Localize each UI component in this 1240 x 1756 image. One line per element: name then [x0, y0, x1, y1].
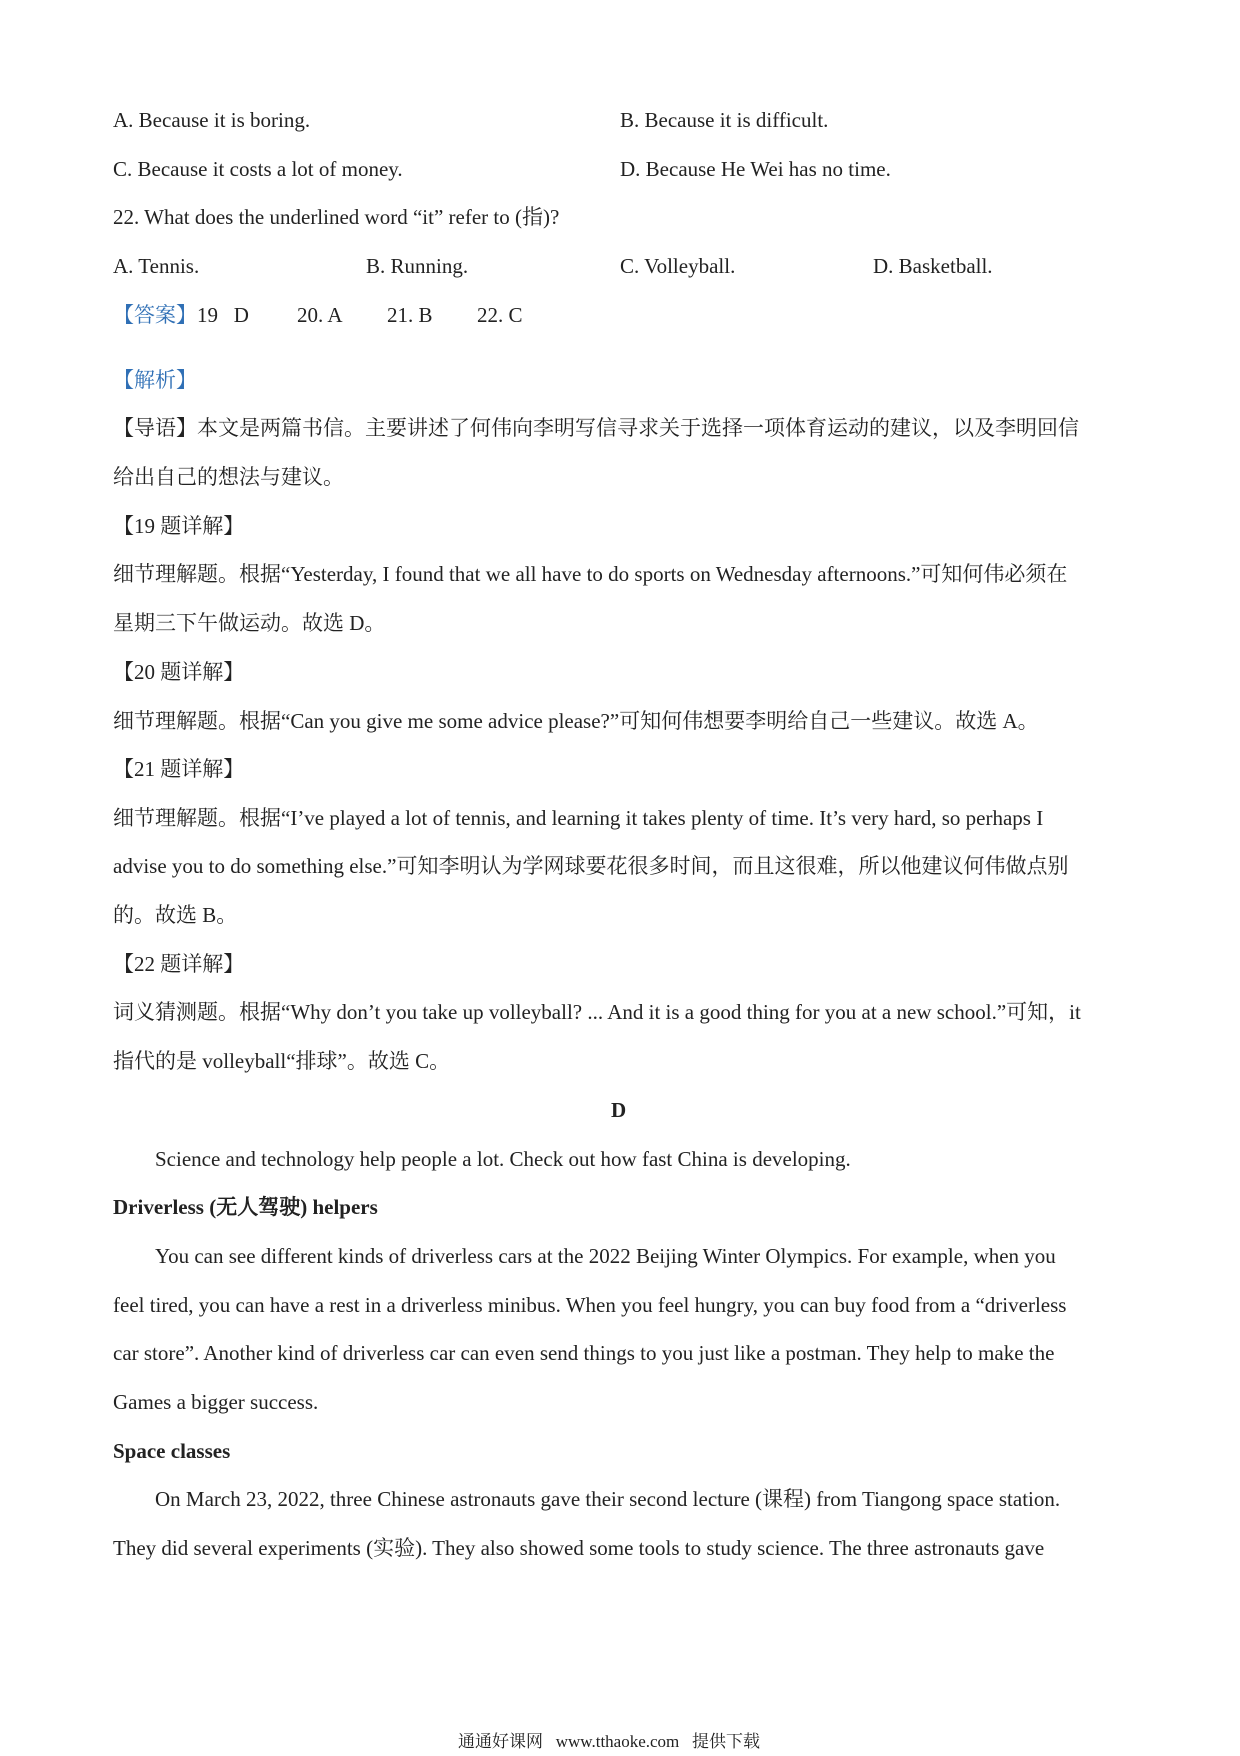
footer-text: 通通好课网 www.tthaoke.com 提供下载 [458, 1732, 761, 1751]
q22-option-c: C. Volleyball. [620, 254, 736, 278]
answer-22: 22. C [477, 303, 523, 327]
heading-20: 【20 题详解】 [113, 660, 245, 684]
q21-option-c: C. Because it costs a lot of money. [113, 157, 403, 181]
q21-option-b: B. Because it is difficult. [620, 108, 829, 132]
q21-option-a: A. Because it is boring. [113, 108, 311, 132]
driverless-line-1: You can see different kinds of driverless cars at the 2022 Beijing Winter Olympics. For example, when you [155, 1244, 1056, 1268]
answer-20: 20. A [297, 303, 343, 327]
passage-d-intro: Science and technology help people a lot. Check out how fast China is developing. [155, 1147, 851, 1171]
detail-19-line-2: 星期三下午做运动。故选 D。 [113, 611, 386, 635]
heading-19: 【19 题详解】 [113, 514, 245, 538]
heading-22: 【22 题详解】 [113, 952, 245, 976]
q21-option-d: D. Because He Wei has no time. [620, 157, 891, 181]
section-heading-driverless: Driverless (无人驾驶) helpers [113, 1195, 378, 1219]
q22-option-a: A. Tennis. [113, 254, 200, 278]
driverless-line-4: Games a bigger success. [113, 1390, 319, 1414]
answer-19: 19 D [197, 303, 249, 327]
detail-19-line-1: 细节理解题。根据“Yesterday, I found that we all have to do sports on Wednesday afternoons.”可知何伟必须在 [113, 562, 1068, 586]
passage-d-title: D [611, 1098, 627, 1122]
section-heading-space: Space classes [113, 1439, 231, 1463]
heading-21: 【21 题详解】 [113, 757, 245, 781]
detail-22-line-1: 词义猜测题。根据“Why don’t you take up volleyball? ... And it is a good thing for you at a new school.”可知，it [113, 1000, 1081, 1024]
detail-20-line-1: 细节理解题。根据“Can you give me some advice please?”可知何伟想要李明给自己一些建议。故选 A。 [113, 709, 1039, 733]
detail-21-line-1: 细节理解题。根据“I’ve played a lot of tennis, and learning it takes plenty of time. It’s very hard, so perhaps I [113, 806, 1044, 830]
space-line-1: On March 23, 2022, three Chinese astronauts gave their second lecture (课程) from Tiangong space station. [155, 1487, 1061, 1511]
q22-question: 22. What does the underlined word “it” refer to (指)? [113, 205, 560, 229]
detail-22-line-2: 指代的是 volleyball“排球”。故选 C。 [113, 1049, 451, 1073]
driverless-line-3: car store”. Another kind of driverless car can even send things to you just like a postman. They help to make the [113, 1341, 1055, 1365]
answer-21: 21. B [387, 303, 433, 327]
answer-label: 【答案】 [113, 303, 197, 327]
driverless-line-2: feel tired, you can have a rest in a driverless minibus. When you feel hungry, you can buy food from a “driverless [113, 1293, 1067, 1317]
intro-line-2: 给出自己的想法与建议。 [113, 465, 344, 489]
analysis-label: 【解析】 [113, 368, 197, 392]
intro-line-1: 【导语】本文是两篇书信。主要讲述了何伟向李明写信寻求关于选择一项体育运动的建议，以及李明回信 [113, 416, 1079, 440]
q22-option-d: D. Basketball. [873, 254, 993, 278]
detail-21-line-2: advise you to do something else.”可知李明认为学网球要花很多时间，而且这很难，所以他建议何伟做点别 [113, 854, 1069, 878]
space-line-2: They did several experiments (实验). They also showed some tools to study science. The three astronauts gave [113, 1536, 1045, 1560]
q22-option-b: B. Running. [366, 254, 469, 278]
detail-21-line-3: 的。故选 B。 [113, 903, 238, 927]
